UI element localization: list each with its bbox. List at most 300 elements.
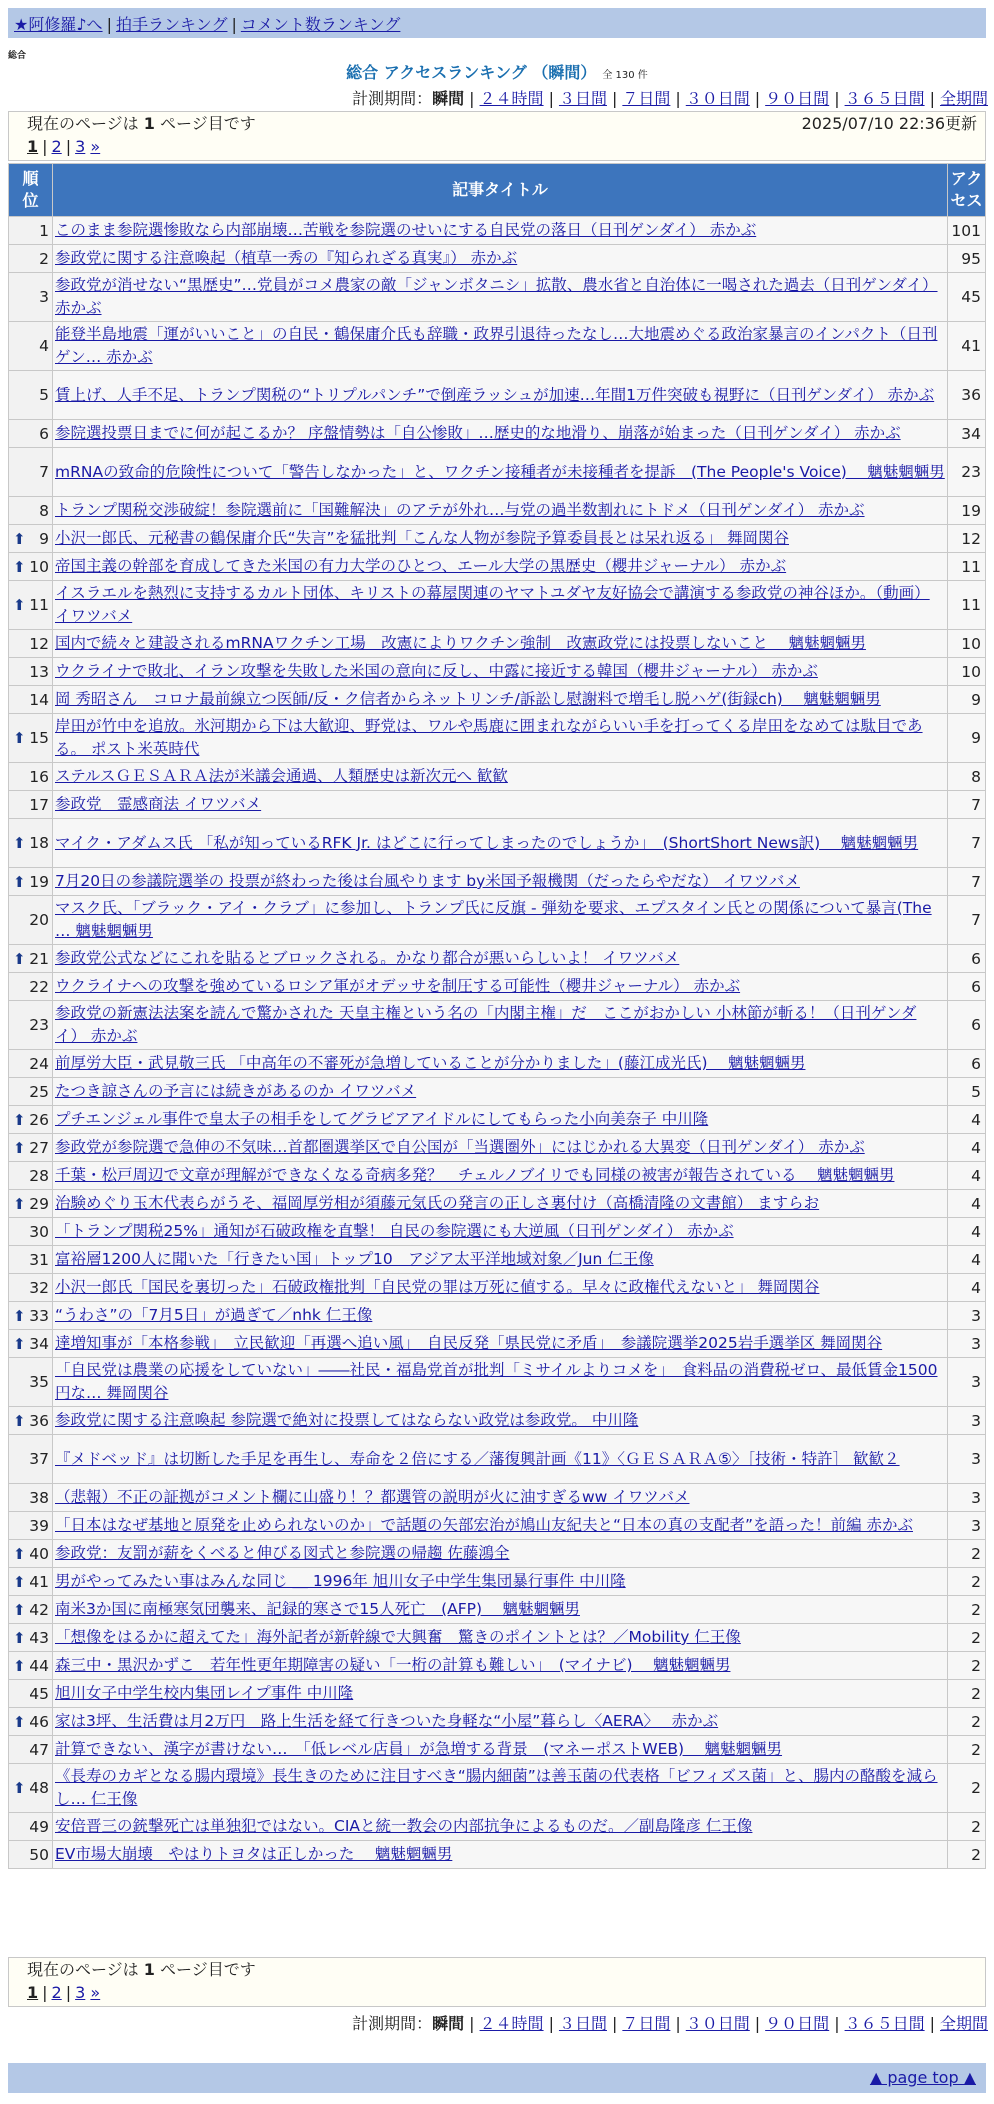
rank-up-arrow-icon: ⬆ — [13, 1138, 26, 1157]
rank-number: 10 — [29, 557, 49, 576]
article-link[interactable]: 国内で続々と建設されるmRNAワクチン工場 改憲によりワクチン強制 改憲政党には投票しないこと 魑魅魍魎男 — [55, 634, 866, 652]
rank-up-arrow-icon: ⬆ — [13, 1110, 26, 1129]
table-row — [9, 1652, 986, 1680]
rank-up-arrow-icon: ⬆ — [13, 1779, 26, 1797]
rank-number: 29 — [29, 1194, 49, 1213]
article-link[interactable]: 7月20日の参議院選挙の 投票が終わった後は台風やります by米国予報機関（だったらやだな） イワツバメ — [55, 872, 800, 890]
rank-up-arrow-icon: ⬆ — [13, 1544, 26, 1563]
period-link[interactable]: ７日間 — [622, 89, 671, 108]
article-link[interactable]: 帝国主義の幹部を育成してきた米国の有力大学のひとつ、エール大学の黒歴史（櫻井ジャーナル） 赤かぶ — [55, 557, 787, 575]
period-link[interactable]: 全期間 — [939, 2014, 988, 2033]
title-cell — [53, 1435, 948, 1484]
article-link[interactable]: マスク氏、「ブラック・アイ・クラブ」に参加し、トランプ氏に反旗 - 弾劾を要求、エプスタイン氏との関係について暴言(The … 魑魅魍魎男 — [55, 899, 932, 940]
period-link[interactable]: ３０日間 — [685, 2014, 750, 2033]
table-row — [9, 868, 986, 896]
article-link[interactable]: 参政党：友罰が薪をくべると伸びる図式と参院選の帰趨 佐藤鴻全 — [55, 1544, 510, 1562]
rank-up-arrow-icon: ⬆ — [13, 834, 26, 852]
period-link[interactable]: ３６５日間 — [844, 2014, 925, 2033]
rank-number: 17 — [29, 795, 49, 814]
title-cell — [53, 1484, 948, 1512]
article-link[interactable]: 男がやってみたい事はみんな同じ ＿ 1996年 旭川女子中学生集団暴行事件 中川隆 — [55, 1572, 626, 1590]
access-count: 4 — [948, 1246, 986, 1274]
rank-number: 32 — [29, 1278, 49, 1297]
period-separator: | — [675, 89, 681, 108]
access-count: 6 — [948, 1001, 986, 1050]
title-cell — [53, 868, 948, 896]
access-count: 2 — [948, 1680, 986, 1708]
table-row — [9, 1001, 986, 1050]
title-cell — [53, 371, 948, 420]
article-link[interactable]: 旭川女子中学生校内集団レイプ事件 中川隆 — [55, 1684, 354, 1702]
rank-number: 20 — [29, 911, 49, 929]
rank-cell — [9, 714, 53, 763]
rank-cell — [9, 630, 53, 658]
rank-cell — [9, 896, 53, 945]
access-count: 41 — [948, 322, 986, 371]
rank-up-arrow-icon: ⬆ — [13, 557, 26, 576]
article-link[interactable]: 参政党公式などにこれを貼るとブロックされる。かなり都合が悪いらしいよ！ イワツバメ — [55, 949, 680, 967]
period-separator: | — [548, 2014, 554, 2033]
rank-cell — [9, 1302, 53, 1330]
next-page-link[interactable]: » — [90, 137, 101, 156]
rank-number: 42 — [29, 1600, 49, 1619]
access-column-header: アクセス — [948, 164, 986, 217]
table-row — [9, 1106, 986, 1134]
access-count: 4 — [948, 1274, 986, 1302]
table-row — [9, 448, 986, 497]
rank-number: 22 — [29, 977, 49, 996]
access-count: 3 — [948, 1484, 986, 1512]
article-link[interactable]: 千葉・松戸周辺で文章が理解ができなくなる奇病多発？ チェルノブイリでも同様の被害が報告されている 魑魅魍魎男 — [55, 1166, 895, 1184]
rank-cell — [9, 1624, 53, 1652]
page-status: 現在のページは 1 ページ目です — [27, 1960, 256, 1979]
article-link[interactable]: プチエンジェル事件で皇太子の相手をしてグラビアアイドルにしてもらった小向美奈子 中川隆 — [55, 1110, 709, 1128]
title-cell — [53, 1274, 948, 1302]
rank-number: 35 — [29, 1373, 49, 1391]
period-link[interactable]: ９０日間 — [765, 89, 830, 108]
period-separator: | — [754, 2014, 761, 2033]
rank-number: 37 — [29, 1450, 49, 1468]
title-cell — [53, 1407, 948, 1435]
clap-ranking-link[interactable]: 拍手ランキング — [115, 15, 228, 34]
article-link[interactable]: 「自民党は農業の応援をしていない」――社民・福島党首が批判「ミサイルよりコメを」 食料品の消費税ゼロ、最低賃金1500円な… 舞岡関谷 — [55, 1361, 938, 1402]
rank-cell — [9, 973, 53, 1001]
article-link[interactable]: 「トランプ関税25%」通知が石破政権を直撃！ 自民の参院選にも大逆風（日刊ゲンダイ） 赤かぶ — [55, 1222, 734, 1240]
title-cell — [53, 1302, 948, 1330]
article-link[interactable]: 参政党 霊感商法 イワツバメ — [55, 795, 262, 813]
access-count: 6 — [948, 945, 986, 973]
access-count: 2 — [948, 1764, 986, 1813]
home-link[interactable]: ★阿修羅♪へ — [14, 15, 103, 34]
top-nav-bar — [8, 8, 986, 38]
table-row — [9, 819, 986, 868]
rank-cell — [9, 1512, 53, 1540]
rank-cell — [9, 819, 53, 868]
rank-cell — [9, 1330, 53, 1358]
access-count: 4 — [948, 1218, 986, 1246]
title-column-header: 記事タイトル — [53, 164, 948, 217]
title-cell — [53, 1568, 948, 1596]
access-count: 10 — [948, 630, 986, 658]
title-cell — [53, 581, 948, 630]
access-count: 6 — [948, 973, 986, 1001]
rank-cell — [9, 1540, 53, 1568]
rank-cell — [9, 1736, 53, 1764]
title-cell — [53, 1736, 948, 1764]
table-row — [9, 1246, 986, 1274]
article-link[interactable]: 「想像をはるかに超えてた」海外記者が新幹線で大興奮 驚きのポイントとは？／Mobility 仁王像 — [55, 1628, 741, 1646]
rank-number: 12 — [29, 634, 49, 653]
rank-number: 46 — [29, 1712, 49, 1731]
title-cell — [53, 1134, 948, 1162]
access-count: 2 — [948, 1540, 986, 1568]
title-cell — [53, 791, 948, 819]
access-count: 2 — [948, 1841, 986, 1869]
title-cell — [53, 1078, 948, 1106]
access-count: 5 — [948, 1078, 986, 1106]
access-count: 11 — [948, 581, 986, 630]
article-link[interactable]: ウクライナへの攻撃を強めているロシア軍がオデッサを制圧する可能性（櫻井ジャーナル） 赤かぶ — [55, 977, 741, 995]
rank-number: 3 — [39, 288, 49, 306]
rank-number: 30 — [29, 1222, 49, 1241]
rank-number: 6 — [39, 424, 49, 443]
table-row — [9, 1540, 986, 1568]
pager-top — [8, 111, 986, 161]
period-link[interactable]: 全期間 — [939, 89, 988, 108]
article-link[interactable]: 参院選投票日までに何が起こるか？ 序盤情勢は「自公惨敗」…歴史的な地滑り、崩落が始まった（日刊ゲンダイ） 赤かぶ — [55, 424, 901, 442]
rank-cell — [9, 497, 53, 525]
article-link[interactable]: 小沢一郎氏、元秘書の鶴保庸介氏“失言”を猛批判「こんな人物が参院予算委員長とは呆れ返る」 舞岡関谷 — [55, 529, 789, 547]
article-link[interactable]: 『メドベッド』は切断した手足を再生し、寿命を２倍にする／藩復興計画《11》〈ＧＥＳＡＲＡ⑤〉［技術・特許］ 歓歓２ — [55, 1449, 900, 1468]
rank-number: 28 — [29, 1166, 49, 1185]
title-cell — [53, 630, 948, 658]
title-cell — [53, 1813, 948, 1841]
title-cell — [53, 217, 948, 245]
ranking-title: 総合 アクセスランキング （瞬間） — [346, 63, 597, 82]
access-count: 2 — [948, 1652, 986, 1680]
period-separator: | — [675, 2014, 681, 2033]
table-row — [9, 273, 986, 322]
rank-number: 16 — [29, 767, 49, 786]
table-row — [9, 1708, 986, 1736]
rank-number: 26 — [29, 1110, 49, 1129]
table-row — [9, 1274, 986, 1302]
rank-number: 49 — [29, 1817, 49, 1836]
rank-cell — [9, 1435, 53, 1484]
table-row — [9, 686, 986, 714]
current-page: 1 — [27, 137, 39, 156]
rank-number: 19 — [29, 872, 49, 891]
access-count: 7 — [948, 896, 986, 945]
ranking-table — [8, 163, 986, 1869]
article-link[interactable]: 小沢一郎氏「国民を裏切った」石破政権批判「自民党の罪は万死に値する。早々に政権代えないと」 舞岡関谷 — [55, 1278, 820, 1296]
section-label: 総合 — [8, 51, 27, 61]
access-count: 4 — [948, 1162, 986, 1190]
article-link[interactable]: トランプ関税交渉破綻！参院選前に「国難解決」のアテが外れ…与党の過半数割れにトドメ（日刊ゲンダイ） 赤かぶ — [55, 501, 865, 519]
article-link[interactable]: イスラエルを熱烈に支持するカルト団体、キリストの幕屋関連のヤマトユダヤ友好協会で講演する参政党の神谷ほか。（動画） イワツバメ — [55, 584, 930, 625]
page-link[interactable]: 2 — [51, 1983, 62, 2002]
access-count: 7 — [948, 791, 986, 819]
access-count: 3 — [948, 1358, 986, 1407]
table-row — [9, 420, 986, 448]
page-separator: | — [42, 137, 48, 156]
period-separator: | — [834, 89, 840, 108]
title-cell — [53, 1106, 948, 1134]
article-link[interactable]: 富裕層1200人に聞いた「行きたい国」トップ10 アジア太平洋地域対象／Jun 仁王像 — [55, 1250, 654, 1268]
article-link[interactable]: 前厚労大臣・武見敬三氏 「中高年の不審死が急増していることが分かりました」(藤江成光氏) 魑魅魍魎男 — [55, 1054, 806, 1072]
title-cell — [53, 714, 948, 763]
rank-cell — [9, 581, 53, 630]
title-cell — [53, 1540, 948, 1568]
period-separator: | — [929, 89, 935, 108]
rank-number: 11 — [29, 596, 49, 614]
table-row — [9, 1358, 986, 1407]
article-link[interactable]: 参政党の新憲法法案を読んで驚かされた 天皇主権という名の「内閣主権」だ ここがおかしい 小林節が斬る！（日刊ゲンダイ） 赤かぶ — [55, 1004, 917, 1045]
page-link[interactable]: 2 — [51, 137, 62, 156]
article-link[interactable]: 治験めぐり玉木代表らがうそ、福岡厚労相が須藤元気氏の発言の正しさ裏付け（高橋清隆の文書館） ますらお — [55, 1194, 820, 1212]
table-row — [9, 322, 986, 371]
title-cell — [53, 1764, 948, 1813]
access-count: 12 — [948, 525, 986, 553]
table-row — [9, 553, 986, 581]
access-count: 2 — [948, 1624, 986, 1652]
rank-cell — [9, 1841, 53, 1869]
period-link[interactable]: ３０日間 — [685, 89, 750, 108]
access-count: 9 — [948, 686, 986, 714]
rank-cell — [9, 1708, 53, 1736]
table-row — [9, 973, 986, 1001]
rank-number: 7 — [39, 463, 49, 481]
period-separator: | — [611, 89, 618, 108]
rank-number: 27 — [29, 1138, 49, 1157]
access-count: 9 — [948, 714, 986, 763]
table-row — [9, 1162, 986, 1190]
article-link[interactable]: EV市場大崩壊 やはりトヨタは正しかった 魑魅魍魎男 — [55, 1845, 453, 1863]
rank-up-arrow-icon: ⬆ — [13, 1656, 26, 1675]
table-row — [9, 630, 986, 658]
title-cell — [53, 1050, 948, 1078]
title-cell — [53, 420, 948, 448]
page-link[interactable]: 3 — [75, 1983, 86, 2002]
rank-up-arrow-icon: ⬆ — [13, 596, 26, 614]
rank-number: 9 — [39, 529, 49, 548]
access-count: 8 — [948, 763, 986, 791]
table-row — [9, 1736, 986, 1764]
rank-number: 39 — [29, 1516, 49, 1535]
article-link[interactable]: 賃上げ、人手不足、トランプ関税の“トリプルパンチ”で倒産ラッシュが加速…年間1万件突破も視野に（日刊ゲンダイ） 赤かぶ — [55, 385, 935, 404]
table-row — [9, 1302, 986, 1330]
article-link[interactable]: 計算できない、漢字が書けない… 「低レベル店員」が急増する背景 (マネーポストWEB) 魑魅魍魎男 — [55, 1740, 783, 1758]
table-row — [9, 791, 986, 819]
table-row — [9, 658, 986, 686]
rank-number: 34 — [29, 1334, 49, 1353]
period-link[interactable]: ２４時間 — [479, 2014, 544, 2033]
rank-number: 43 — [29, 1628, 49, 1647]
title-cell — [53, 1190, 948, 1218]
rank-cell — [9, 1764, 53, 1813]
title-cell — [53, 1841, 948, 1869]
rank-number: 41 — [29, 1572, 49, 1591]
rank-cell — [9, 1596, 53, 1624]
rank-cell — [9, 1106, 53, 1134]
article-link[interactable]: 参政党が消せない“黒歴史”…党員がコメ農家の敵「ジャンボタニシ」拡散、農水省と自治体に一喝された過去（日刊ゲンダイ） 赤かぶ — [55, 276, 938, 317]
rank-cell — [9, 1218, 53, 1246]
table-row — [9, 1330, 986, 1358]
rank-cell — [9, 448, 53, 497]
article-link[interactable]: マイク・アダムス氏 「私が知っているRFK Jr. はどこに行ってしまったのでしょうか」 (ShortShort News訳) 魑魅魍魎男 — [55, 833, 919, 852]
article-link[interactable]: （悲報）不正の証拠がコメント欄に山盛り！？都選管の説明が火に油すぎるww イワツバメ — [55, 1488, 690, 1506]
rank-number: 5 — [39, 386, 49, 404]
article-link[interactable]: 参政党に関する注意喚起（植草一秀の『知られざる真実』） 赤かぶ — [55, 249, 518, 267]
comment-ranking-link[interactable]: コメント数ランキング — [240, 15, 401, 34]
article-link[interactable]: 能登半島地震「運がいいこと」の自民・鶴保庸介氏も辞職・政界引退待ったなし…大地震めぐる政治家暴言のインパクト（日刊ゲン… 赤かぶ — [55, 325, 938, 366]
rank-number: 40 — [29, 1544, 49, 1563]
page-status: 現在のページは 1 ページ目です — [27, 114, 256, 133]
article-link[interactable]: 家は3坪、生活費は月2万円 路上生活を経て行きついた身軽な“小屋”暮らし〈AERA〉 赤かぶ — [55, 1712, 719, 1730]
rank-number: 13 — [29, 662, 49, 681]
article-link[interactable]: このまま参院選惨敗なら内部崩壊…苦戦を参院選のせいにする自民党の落日（日刊ゲンダイ） 赤かぶ — [55, 221, 757, 239]
table-row — [9, 1813, 986, 1841]
period-separator: | — [611, 2014, 618, 2033]
period-link[interactable]: ９０日間 — [765, 2014, 830, 2033]
table-row — [9, 525, 986, 553]
rank-number: 25 — [29, 1082, 49, 1101]
table-row — [9, 1134, 986, 1162]
table-row — [9, 1680, 986, 1708]
article-link[interactable]: 《長寿のカギとなる腸内環境》長生きのために注目すべき“腸内細菌”は善玉菌の代表格「ビフィズス菌」と、腸内の酪酸を減らし… 仁王像 — [55, 1767, 938, 1808]
rank-up-arrow-icon: ⬆ — [13, 529, 26, 548]
access-count: 4 — [948, 1134, 986, 1162]
article-link[interactable]: 参政党が参院選で急伸の不気味…首都圏選挙区で自公国が「当選圏外」にはじかれる大異変（日刊ゲンダイ） 赤かぶ — [55, 1138, 865, 1156]
article-link[interactable]: “うわさ”の「7月5日」が過ぎて／nhk 仁王像 — [55, 1306, 373, 1324]
title-cell — [53, 658, 948, 686]
title-cell — [53, 945, 948, 973]
article-link[interactable]: 達増知事が「本格参戦」 立民歓迎「再選へ追い風」 自民反発「県民党に矛盾」 参議院選挙2025岩手選挙区 舞岡関谷 — [55, 1334, 883, 1352]
page-top-link[interactable]: ▲ page top ▲ — [869, 2068, 976, 2087]
title-cell — [53, 245, 948, 273]
total-count: 全 130 件 — [602, 70, 648, 81]
rank-number: 38 — [29, 1488, 49, 1507]
article-link[interactable]: ステルスＧＥＳＡＲＡ法が米議会通過、人類歴史は新次元へ 歓歓 — [55, 767, 508, 785]
period-separator: | — [469, 89, 475, 108]
rank-number: 4 — [39, 337, 49, 355]
page-link[interactable]: 3 — [75, 137, 86, 156]
article-link[interactable]: 参政党に関する注意喚起 参院選で絶対に投票してはならない政党は参政党。 中川隆 — [55, 1411, 639, 1429]
title-cell — [53, 1330, 948, 1358]
table-row — [9, 1407, 986, 1435]
title-cell — [53, 686, 948, 714]
table-row — [9, 497, 986, 525]
rank-up-arrow-icon: ⬆ — [13, 1334, 26, 1353]
access-count: 2 — [948, 1596, 986, 1624]
rank-cell — [9, 1358, 53, 1407]
rank-up-arrow-icon: ⬆ — [13, 1600, 26, 1619]
rank-number: 48 — [29, 1779, 49, 1797]
access-count: 3 — [948, 1330, 986, 1358]
title-cell — [53, 1162, 948, 1190]
next-page-link[interactable]: » — [90, 1983, 101, 2002]
title-cell — [53, 973, 948, 1001]
rank-up-arrow-icon: ⬆ — [13, 1194, 26, 1213]
access-count: 19 — [948, 497, 986, 525]
rank-number: 14 — [29, 690, 49, 709]
table-row — [9, 1218, 986, 1246]
table-row — [9, 1624, 986, 1652]
rank-cell — [9, 1134, 53, 1162]
period-link[interactable]: ３日間 — [558, 89, 607, 108]
period-link[interactable]: ２４時間 — [479, 89, 544, 108]
table-row — [9, 1435, 986, 1484]
rank-cell — [9, 658, 53, 686]
rank-cell — [9, 1568, 53, 1596]
table-row — [9, 371, 986, 420]
title-cell — [53, 1512, 948, 1540]
access-count: 36 — [948, 371, 986, 420]
rank-number: 8 — [39, 501, 49, 520]
article-link[interactable]: mRNAの致命的危険性について「警告しなかった」と、ワクチン接種者が未接種者を提訴 (The People's Voice) 魑魅魍魎男 — [55, 462, 945, 481]
access-count: 2 — [948, 1813, 986, 1841]
table-row — [9, 714, 986, 763]
rank-cell — [9, 420, 53, 448]
rank-cell — [9, 1078, 53, 1106]
period-link[interactable]: ３日間 — [558, 2014, 607, 2033]
access-count: 7 — [948, 819, 986, 868]
access-count: 23 — [948, 448, 986, 497]
pager-bottom — [8, 1957, 986, 2007]
article-link[interactable]: 森三中・黒沢かずこ 若年性更年期障害の疑い「一桁の計算も難しい」 (マイナビ) 魑魅魍魎男 — [55, 1656, 731, 1674]
rank-cell — [9, 686, 53, 714]
article-link[interactable]: ウクライナで敗北、イラン攻撃を失敗した米国の意向に反し、中露に接近する韓国（櫻井ジャーナル） 赤かぶ — [55, 662, 818, 680]
bottom-bar — [8, 2063, 986, 2093]
rank-number: 45 — [29, 1684, 49, 1703]
period-selector-top — [352, 86, 988, 109]
access-count: 4 — [948, 1190, 986, 1218]
access-count: 3 — [948, 1407, 986, 1435]
rank-number: 21 — [29, 949, 49, 968]
table-row — [9, 217, 986, 245]
current-page: 1 — [27, 1983, 39, 2002]
rank-up-arrow-icon: ⬆ — [13, 872, 26, 891]
rank-cell — [9, 1246, 53, 1274]
access-count: 3 — [948, 1512, 986, 1540]
title-cell — [53, 1652, 948, 1680]
access-count: 3 — [948, 1435, 986, 1484]
article-link[interactable]: 「日本はなぜ基地と原発を止められないのか」で話題の矢部宏治が鳩山友紀夫と“日本の真の支配者”を語った！前編 赤かぶ — [55, 1516, 913, 1534]
rank-number: 44 — [29, 1656, 49, 1675]
period-separator: | — [548, 89, 554, 108]
article-link[interactable]: 岸田が竹中を追放。氷河期から下は大歓迎、野党は、ワルや馬鹿に囲まれながらいい手を打ってくる岸田をなめては駄目である。 ポスト米英時代 — [55, 717, 923, 758]
period-selector-bottom — [352, 2011, 988, 2034]
rank-cell — [9, 791, 53, 819]
period-link[interactable]: ７日間 — [622, 2014, 671, 2033]
table-row — [9, 245, 986, 273]
page-title — [0, 60, 994, 83]
period-separator: | — [754, 89, 761, 108]
access-count: 2 — [948, 1736, 986, 1764]
title-cell — [53, 1708, 948, 1736]
rank-cell — [9, 945, 53, 973]
article-link[interactable]: 岡 秀昭さん コロナ最前線立つ医師/反・ク信者からネットリンチ/訴訟し慰謝料で増毛し脱ハゲ(街録ch) 魑魅魍魎男 — [55, 690, 881, 708]
title-cell — [53, 1624, 948, 1652]
article-link[interactable]: 南米3か国に南極寒気団襲来、記録的寒さで15人死亡 (AFP) 魑魅魍魎男 — [55, 1600, 580, 1618]
period-separator: | — [834, 2014, 840, 2033]
rank-up-arrow-icon: ⬆ — [13, 1712, 26, 1731]
period-link[interactable]: ３６５日間 — [844, 89, 925, 108]
article-link[interactable]: たつき諒さんの予言には続きがあるのか イワツバメ — [55, 1082, 417, 1100]
page-links — [9, 136, 985, 158]
period-separator: | — [469, 2014, 475, 2033]
article-link[interactable]: 安倍晋三の銃撃死亡は単独犯ではない。CIAと統一教会の内部抗争によるものだ。／副島隆彦 仁王像 — [55, 1817, 753, 1835]
